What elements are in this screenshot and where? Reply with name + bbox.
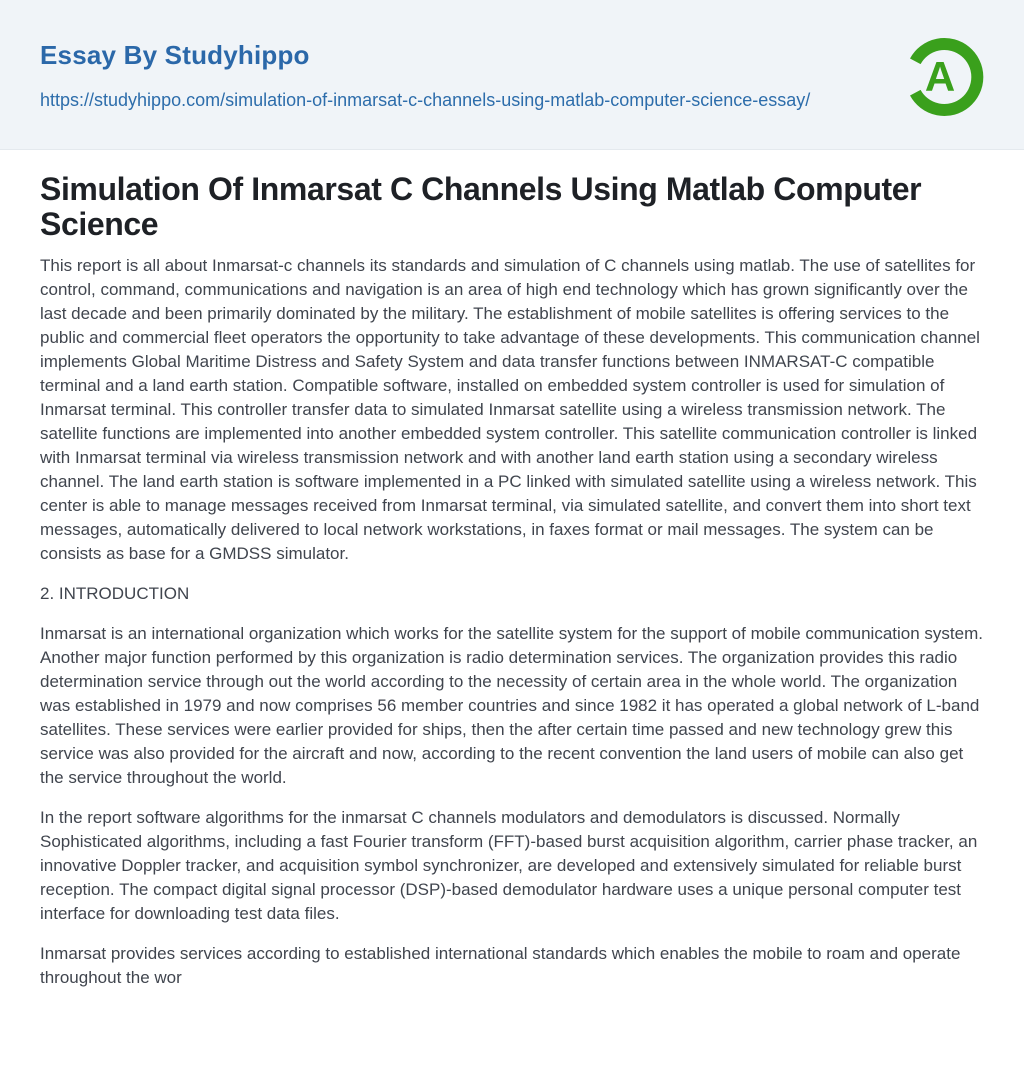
brand-title: Essay By Studyhippo: [40, 40, 310, 70]
studyhippo-logo: [902, 35, 984, 119]
article-paragraph: Inmarsat provides services according to established international standards which enables the mobile to roam and operate throughout the wor: [40, 944, 961, 987]
article-body: [40, 254, 984, 990]
article-paragraph: Inmarsat is an international organization which works for the satellite system for the support of mobile communication system. Another major function performed by this organization is radio determination services. The organization provides this radio determination service through out the world according to the necessity of certain area in the whole world. The organization was established in 1979 and now comprises 56 member countries and since 1982 it has operated a global network of L-band satellites. These services were earlier provided for ships, then the after certain time passed and new technology grew this service was also provided for the aircraft and now, according to the recent convention the land users of mobile can also get the service throughout the world.: [40, 624, 983, 787]
article-paragraph: In the report software algorithms for the inmarsat C channels modulators and demodulators is discussed. Normally Sophisticated algorithms, including a fast Fourier transform (FFT)-based burst acquisition algorithm, carrier phase tracker, an innovative Doppler tracker, and acquisition symbol synchronizer, are developed and extensively simulated for reliable burst reception. The compact digital signal processor (DSP)-based demodulator hardware uses a unique personal computer test interface for downloading test data files.: [40, 808, 978, 923]
logo-letter: A: [924, 53, 956, 100]
article-paragraph: This report is all about Inmarsat-c channels its standards and simulation of C channels using matlab. The use of satellites for control, command, communications and navigation is an area of high end technology which has grown significantly over the last decade and been primarily dominated by the military. The establishment of mobile satellites is offering services to the public and commercial fleet operators the opportunity to take advantage of these developments. This communication channel implements Global Maritime Distress and Safety System and data transfer functions between INMARSAT-C compatible terminal and a land earth station. Compatible software, installed on embedded system controller is used for simulation of Inmarsat terminal. This controller transfer data to simulated Inmarsat satellite using a wireless transmission network. The satellite functions are implemented into another embedded system controller. This satellite communication controller is linked with Inmarsat terminal via wireless transmission network and with another land earth station using a secondary wireless channel. The land earth station is software implemented in a PC linked with simulated satellite using a wireless network. This center is able to manage messages received from Inmarsat terminal, via simulated satellite, and convert them into short text messages, automatically delivered to local network workstations, in faxes format or mail messages. The system can be consists as base for a GMDSS simulator.: [40, 256, 980, 563]
section-heading: 2. INTRODUCTION: [40, 584, 190, 603]
article-title: Simulation Of Inmarsat C Channels Using Matlab Computer Science: [40, 171, 922, 242]
article: [0, 150, 1024, 990]
logo-arc-icon: [902, 35, 984, 119]
source-url-link[interactable]: https://studyhippo.com/simulation-of-inmarsat-c-channels-using-matlab-computer-science-essay/: [40, 90, 811, 110]
page-header: [0, 0, 1024, 150]
